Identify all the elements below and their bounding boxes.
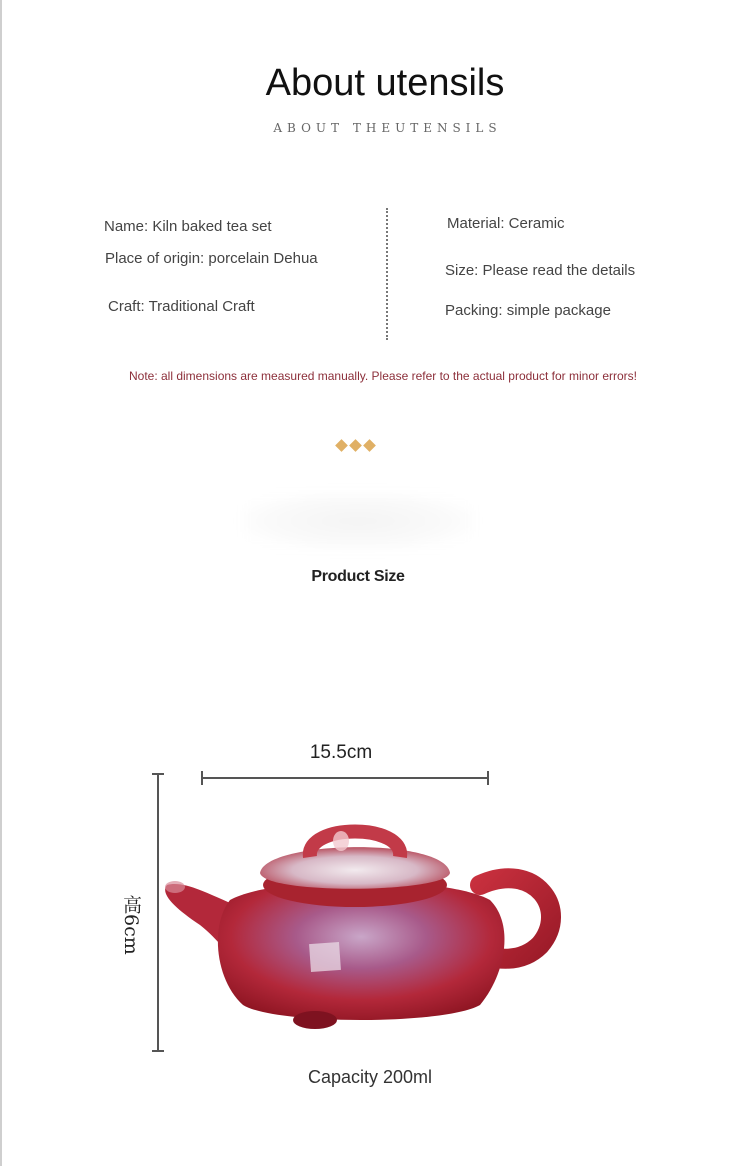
- capacity-label: Capacity 200ml: [307, 1067, 433, 1087]
- spec-craft: Craft: Traditional Craft: [108, 298, 255, 315]
- spec-packing: Packing: simple package: [445, 302, 611, 319]
- measurement-note: Note: all dimensions are measured manually. Please refer to the actual product for minor errors!: [128, 369, 637, 383]
- width-tick-right: [487, 771, 489, 785]
- spec-divider: [386, 208, 388, 340]
- diamond-icon: [335, 439, 348, 452]
- teapot-lid: [260, 831, 450, 907]
- spec-material: Material: Ceramic: [447, 215, 565, 232]
- height-label: 高6cm: [120, 895, 142, 955]
- section-title: Product Size: [311, 568, 405, 585]
- width-label: 15.5cm: [309, 742, 373, 763]
- faded-heading-graphic: [242, 492, 474, 550]
- teapot-image: [155, 815, 565, 1040]
- spec-size: Size: Please read the details: [445, 262, 636, 279]
- spec-origin: Place of origin: porcelain Dehua: [105, 250, 318, 267]
- page-title: About utensils: [265, 62, 505, 104]
- spec-name: Name: Kiln baked tea set: [104, 218, 272, 235]
- diamond-icon: [363, 439, 376, 452]
- height-tick-bottom: [152, 1050, 164, 1052]
- diamond-icon: [349, 439, 362, 452]
- page-subtitle: ABOUT THEUTENSILS: [273, 121, 502, 135]
- height-tick-top: [152, 773, 164, 775]
- width-dimension-line: [202, 777, 488, 779]
- diamond-ornament: [337, 441, 374, 450]
- width-tick-left: [201, 771, 203, 785]
